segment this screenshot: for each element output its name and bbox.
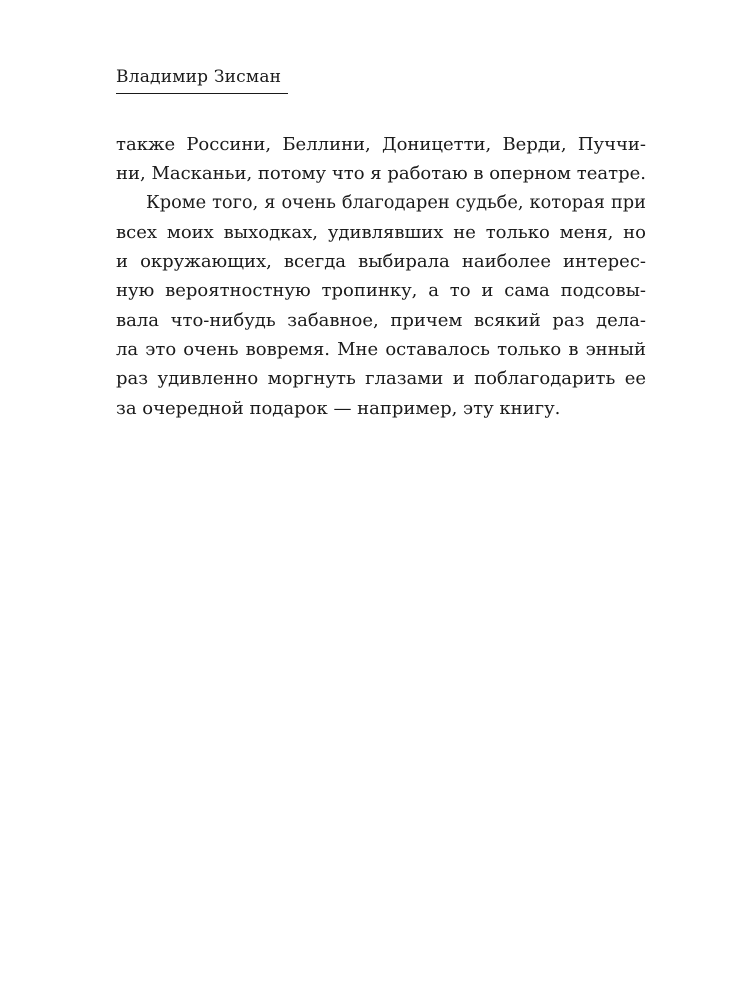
text-line-5: и окружающих, всегда выбирала наиболее интерес- <box>116 251 646 273</box>
text-line-8: ла это очень вовремя. Мне оставалось только в энный <box>116 339 646 361</box>
text-line-10: за очередной подарок — например, эту книгу. <box>116 397 561 419</box>
text-line-1: также Россини, Беллини, Доницетти, Верди, Пуччи- <box>116 134 646 155</box>
text-line-7: вала что-нибудь забавное, причем всякий раз дела- <box>116 309 646 331</box>
text-line-9: раз удивленно моргнуть глазами и поблагодарить ее <box>116 368 646 390</box>
body-text <box>116 130 646 423</box>
text-line-2: ни, Масканьи, потому что я работаю в оперном театре. <box>116 163 646 185</box>
text-line-6: ную вероятностную тропинку, а то и сама подсовы- <box>116 280 646 302</box>
running-head-author: Владимир Зисман <box>116 66 288 94</box>
text-line-3: Кроме того, я очень благодарен судьбе, которая при <box>146 192 646 213</box>
text-line-4: всех моих выходках, удивлявших не только меня, но <box>116 221 646 243</box>
